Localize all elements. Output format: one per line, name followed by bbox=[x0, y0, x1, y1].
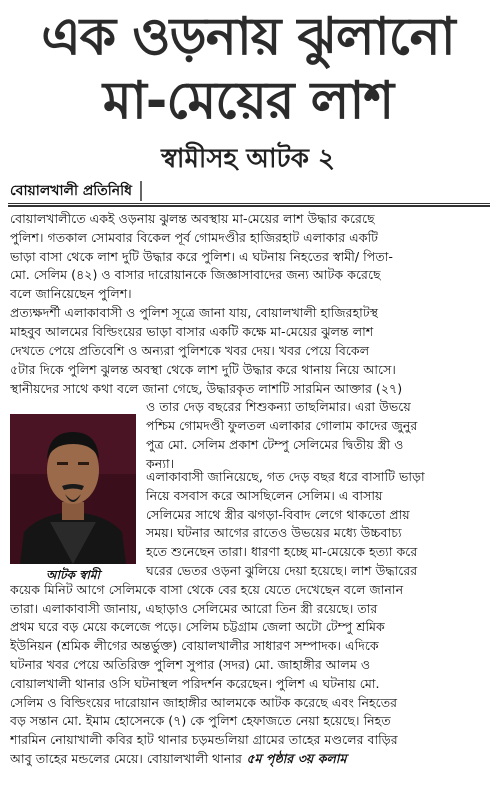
text-line: সেলিম ও বিল্ডিংয়ের দারোয়ান জাহাঙ্গীর আলমকে আটক করেছে এবং নিহতের bbox=[10, 694, 398, 710]
text-line: ইউনিয়ন (শ্রমিক লীগের অন্তর্ভুক্ত) বোয়ালখালীর সাধারণ সম্পাদক। এদিকে bbox=[10, 638, 379, 654]
text-line: পুলিশ। গতকাল সোমবার বিকেল পূর্ব গোমদণ্ডীর হাজিরহাট এলাকার একটি bbox=[10, 229, 379, 245]
text-line: মাহবুব আলমের বিল্ডিংয়ের ভাড়া বাসার একটি কক্ষে মা-মেয়ের ঝুলন্ত লাশ bbox=[10, 323, 374, 339]
byline-rule bbox=[8, 203, 490, 204]
text-line: বড় সন্তান মো. ইমাম হোসেনকে (৭) কে পুলিশ হেফাজতে নেয়া হয়েছে। নিহত bbox=[10, 713, 391, 729]
text-line: সময়। ঘটনার আগের রাতেও উভয়ের মধ্যে উচ্চবাচ্য bbox=[146, 525, 402, 541]
text-line: বোয়ালখালীতে একই ওড়নায় ঝুলন্ত অবস্থায় মা-মেয়ের লাশ উদ্ধার করেছে bbox=[10, 211, 375, 226]
text-line: প্রত্যক্ষদর্শী এলাকাবাসী ও পুলিশ সূত্রে জানা যায়, বোয়ালখালী হাজিরহাটস্থ bbox=[10, 304, 379, 320]
text-line: শারমিন নোয়াখালী কবির হাট থানার চড়মন্ডলিয়া গ্রামের তাহের মণ্ডলের বাড়ির bbox=[10, 732, 398, 748]
text-segment: আবু তাহের মন্ডলের মেয়ে। বোয়ালখালী থানার bbox=[10, 750, 242, 766]
text-line: পুত্র মো. সেলিম প্রকাশ টেম্পু সেলিমের দ্বিতীয় স্ত্রী ও bbox=[146, 436, 404, 452]
headline-line-2: মা-মেয়ের লাশ bbox=[102, 71, 394, 131]
photo-caption: আটক স্বামী bbox=[46, 568, 100, 582]
text-line: কন্যা। bbox=[146, 455, 175, 471]
byline: বোয়ালখালী প্রতিনিধি bbox=[10, 181, 142, 201]
text-line: ও তার দেড় বছরের শিশুকন্যা তাছলিমার। এরা উভয়ে bbox=[146, 399, 411, 415]
text-line: নিয়ে বসবাস করে আসছিলেন সেলিম। এ বাসায় bbox=[146, 487, 383, 503]
text-line: প্রথম ঘরে বড় মেয়ে কলেজে পড়ে। সেলিম চট্টগ্রাম জেলা অটো টেম্পু শ্রমিক bbox=[10, 619, 385, 635]
person-portrait-icon bbox=[10, 414, 136, 564]
last-text-line bbox=[10, 750, 488, 769]
headline-line-1: এক ওড়নায় ঝুলানো bbox=[41, 7, 455, 67]
subheadline: স্বামীসহ আটক ২ bbox=[161, 144, 335, 174]
text-line: ৫টার দিকে পুলিশ ঝুলন্ত অবস্থা থেকে লাশ দুটি উদ্ধার করে থানায় নিয়ে আসে। bbox=[10, 361, 396, 377]
continuation-note: ৫ম পৃষ্ঠার ৩য় কলাম bbox=[241, 750, 347, 766]
byline-rule-thick bbox=[8, 205, 490, 207]
text-line: তারা। এলাকাবাসী জানায়, এছাড়াও সেলিমের আরো তিন স্ত্রী রয়েছে। তার bbox=[10, 600, 378, 616]
suspect-photo bbox=[10, 414, 136, 564]
text-line: বোয়ালখালী থানার ওসি ঘটনাস্থল পরিদর্শন করেছেন। পুলিশ এ ঘটনায় মো. bbox=[10, 675, 380, 691]
text-line: বলে জানিয়েছেন পুলিশ। bbox=[10, 286, 132, 302]
text-line: কয়েক মিনিট আগে সেলিমকে বাসা থেকে বের হয়ে যেতে দেখেছেন বলে জানান bbox=[10, 581, 404, 597]
text-line: হতে শুনেছেন তারা। ধারণা হচ্ছে মা-মেয়েকে হত্যা করে bbox=[146, 544, 418, 560]
text-line: পশ্চিম গোমদণ্ডী ফুলতল এলাকার গোলাম কাদের জুনুর bbox=[146, 418, 418, 434]
text-line: মো. সেলিম (৪২) ও বাসার দারোয়ানকে জিজ্ঞাসাবাদের জন্য আটক করেছে bbox=[10, 267, 381, 283]
text-line: ভাড়া বাসা থেকে লাশ দুটি উদ্ধার করে পুলিশ। এ ঘটনায় নিহতের স্বামী/ পিতা- bbox=[10, 248, 393, 264]
text-line: সেলিমের সাথে স্ত্রীর ঝগড়া-বিবাদ লেগে থাকতো প্রায় bbox=[146, 506, 410, 522]
text-line: ঘরের ভেতর ওড়না ঝুলিয়ে দেয়া হয়েছে। লাশ উদ্ধারের bbox=[146, 562, 418, 578]
article-paragraph-1 bbox=[10, 210, 488, 342]
text-line: ঘটনার খবর পেয়ে অতিরিক্ত পুলিশ সুপার (সদর) মো. জাহাঙ্গীর আলম ও bbox=[10, 656, 371, 672]
text-line: এলাকাবাসী জানিয়েছে, গত দেড় বছর ধরে বাসাটি ভাড়া bbox=[146, 469, 425, 484]
text-line: দেখতে পেয়ে প্রতিবেশি ও অন্যরা পুলিশকে খবর দেয়। খবর পেয়ে বিকেল bbox=[10, 343, 370, 358]
text-line: স্থানীয়দের সাথে কথা বলে জানা গেছে, উদ্ধারকৃত লাশটি সারমিন আক্তার (২৭) bbox=[10, 380, 403, 396]
